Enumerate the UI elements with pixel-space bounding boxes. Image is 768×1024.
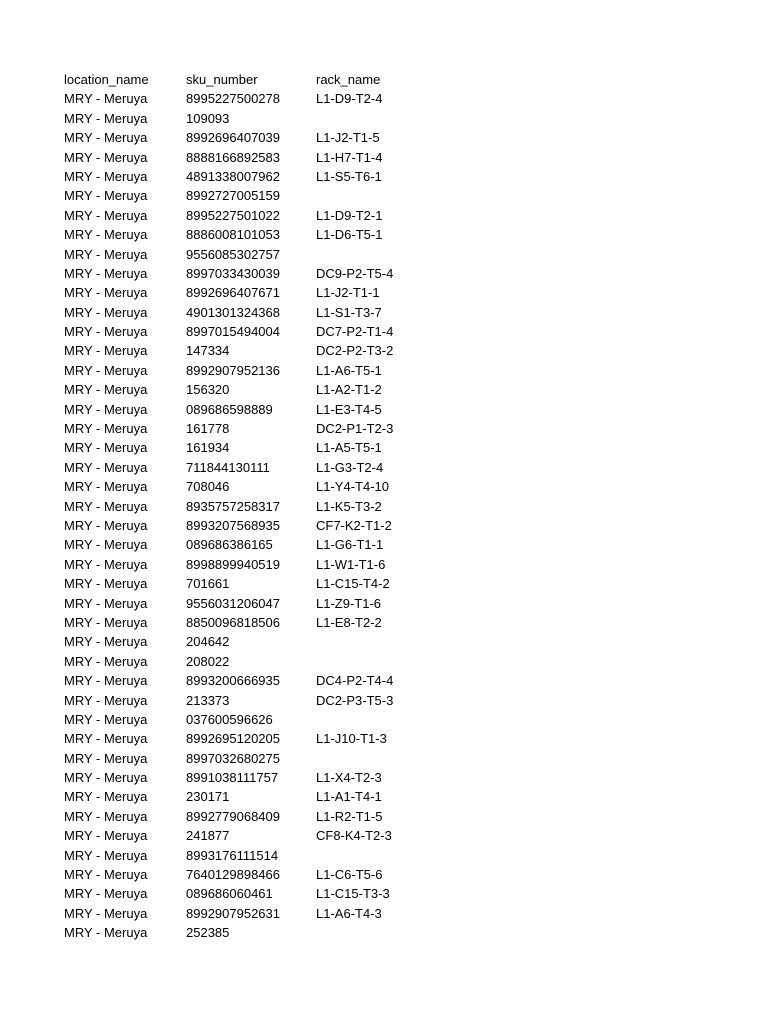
cell-sku-number: 8992696407671 (186, 285, 280, 301)
cell-location-name: MRY - Meruya (64, 285, 148, 301)
cell-rack-name: L1-A1-T4-1 (316, 789, 382, 805)
table-row (64, 846, 436, 865)
cell-rack-name: L1-D9-T2-4 (316, 91, 383, 107)
cell-sku-number: 204642 (186, 634, 230, 650)
cell-location-name: MRY - Meruya (64, 750, 148, 766)
cell-rack-name: L1-J10-T1-3 (316, 731, 387, 747)
cell-rack-name: L1-D6-T5-1 (316, 227, 383, 243)
cell-location-name: MRY - Meruya (64, 401, 148, 417)
table-row (64, 535, 436, 554)
cell-sku-number: 4901301324368 (186, 304, 280, 320)
table-row (64, 671, 436, 690)
cell-location-name: MRY - Meruya (64, 227, 148, 243)
cell-rack-name: L1-H7-T1-4 (316, 149, 383, 165)
cell-location-name: MRY - Meruya (64, 673, 148, 689)
cell-sku-number: 8935757258317 (186, 498, 280, 514)
cell-sku-number: 8993207568935 (186, 517, 280, 533)
cell-rack-name: L1-C15-T3-3 (316, 886, 390, 902)
cell-rack-name: L1-A6-T4-3 (316, 905, 382, 921)
cell-rack-name: L1-A6-T5-1 (316, 362, 382, 378)
cell-location-name: MRY - Meruya (64, 867, 148, 883)
cell-sku-number: 701661 (186, 576, 230, 592)
cell-sku-number: 8992907952136 (186, 362, 280, 378)
cell-rack-name (316, 632, 436, 651)
cell-rack-name (316, 652, 436, 671)
cell-rack-name (316, 923, 436, 942)
table-row (64, 167, 436, 186)
cell-sku-number: 8992727005159 (186, 188, 280, 204)
cell-rack-name: DC2-P1-T2-3 (316, 421, 394, 437)
cell-location-name: MRY - Meruya (64, 421, 148, 437)
cell-sku-number: 8992779068409 (186, 808, 280, 824)
cell-rack-name (316, 109, 436, 128)
cell-sku-number: 8995227501022 (186, 207, 280, 223)
table-row (64, 264, 436, 283)
cell-rack-name: L1-K5-T3-2 (316, 498, 382, 514)
table-row (64, 322, 436, 341)
cell-sku-number: 8998899940519 (186, 556, 280, 572)
cell-sku-number: 8992695120205 (186, 731, 280, 747)
cell-rack-name: L1-S1-T3-7 (316, 304, 382, 320)
cell-rack-name: L1-G3-T2-4 (316, 459, 384, 475)
cell-sku-number: 8991038111757 (186, 770, 279, 786)
table-row (64, 225, 436, 244)
cell-location-name: MRY - Meruya (64, 537, 148, 553)
cell-sku-number: 8997033430039 (186, 265, 280, 281)
header-sku-number: sku_number (186, 72, 258, 87)
cell-sku-number: 9556031206047 (186, 595, 280, 611)
header-rack-name: rack_name (316, 72, 381, 87)
table-row (64, 477, 436, 496)
cell-location-name: MRY - Meruya (64, 498, 148, 514)
table-row (64, 283, 436, 302)
table-row (64, 574, 436, 593)
cell-sku-number: 109093 (186, 110, 230, 126)
table-row (64, 826, 436, 845)
table-row (64, 904, 436, 923)
cell-location-name: MRY - Meruya (64, 440, 148, 456)
cell-location-name: MRY - Meruya (64, 711, 148, 727)
cell-location-name: MRY - Meruya (64, 149, 148, 165)
cell-sku-number: 208022 (186, 653, 230, 669)
cell-rack-name: L1-A5-T5-1 (316, 440, 382, 456)
cell-rack-name (316, 186, 436, 205)
cell-sku-number: 9556085302757 (186, 246, 280, 262)
cell-sku-number: 161778 (186, 421, 230, 437)
cell-rack-name: L1-S5-T6-1 (316, 168, 382, 184)
table-row (64, 303, 436, 322)
cell-location-name: MRY - Meruya (64, 188, 148, 204)
cell-rack-name: L1-C15-T4-2 (316, 576, 390, 592)
cell-location-name: MRY - Meruya (64, 207, 148, 223)
cell-sku-number: 089686060461 (186, 886, 273, 902)
cell-rack-name: L1-Y4-T4-10 (316, 479, 389, 495)
table-row (64, 729, 436, 748)
cell-sku-number: 8992696407039 (186, 130, 280, 146)
cell-location-name: MRY - Meruya (64, 556, 148, 572)
cell-sku-number: 147334 (186, 343, 230, 359)
cell-rack-name: L1-E8-T2-2 (316, 614, 382, 630)
cell-location-name: MRY - Meruya (64, 324, 148, 340)
cell-sku-number: 708046 (186, 479, 230, 495)
table-row (64, 516, 436, 535)
cell-sku-number: 8993200666935 (186, 673, 280, 689)
cell-location-name: MRY - Meruya (64, 614, 148, 630)
cell-location-name: MRY - Meruya (64, 91, 148, 107)
table-row (64, 632, 436, 651)
cell-location-name: MRY - Meruya (64, 653, 148, 669)
table-row (64, 380, 436, 399)
cell-location-name: MRY - Meruya (64, 130, 148, 146)
table-row (64, 341, 436, 360)
table-row (64, 186, 436, 205)
cell-location-name: MRY - Meruya (64, 265, 148, 281)
table-row (64, 89, 436, 108)
cell-rack-name: L1-J2-T1-5 (316, 130, 380, 146)
cell-rack-name: L1-X4-T2-3 (316, 770, 382, 786)
cell-rack-name: CF8-K4-T2-3 (316, 828, 392, 844)
cell-rack-name: L1-R2-T1-5 (316, 808, 383, 824)
cell-rack-name: L1-W1-T1-6 (316, 556, 386, 572)
cell-location-name: MRY - Meruya (64, 634, 148, 650)
table-row (64, 128, 436, 147)
cell-sku-number: 8888166892583 (186, 149, 280, 165)
cell-location-name: MRY - Meruya (64, 789, 148, 805)
cell-location-name: MRY - Meruya (64, 731, 148, 747)
cell-rack-name: L1-D9-T2-1 (316, 207, 383, 223)
cell-rack-name (316, 710, 436, 729)
cell-location-name: MRY - Meruya (64, 576, 148, 592)
cell-location-name: MRY - Meruya (64, 479, 148, 495)
cell-rack-name: L1-G6-T1-1 (316, 537, 384, 553)
table-row (64, 749, 436, 768)
cell-sku-number: 161934 (186, 440, 230, 456)
cell-sku-number: 230171 (186, 789, 230, 805)
cell-sku-number: 7640129898466 (186, 867, 280, 883)
cell-location-name: MRY - Meruya (64, 905, 148, 921)
cell-sku-number: 8997015494004 (186, 324, 280, 340)
table-body (64, 89, 436, 942)
cell-rack-name: L1-C6-T5-6 (316, 867, 383, 883)
cell-rack-name: DC2-P3-T5-3 (316, 692, 394, 708)
cell-location-name: MRY - Meruya (64, 517, 148, 533)
cell-sku-number: 8886008101053 (186, 227, 280, 243)
cell-location-name: MRY - Meruya (64, 847, 148, 863)
table-row (64, 458, 436, 477)
table-row (64, 206, 436, 225)
cell-sku-number: 8993176111514 (186, 847, 279, 863)
table-row (64, 555, 436, 574)
cell-sku-number: 711844130111 (186, 459, 270, 475)
table-row (64, 497, 436, 516)
cell-rack-name: L1-E3-T4-5 (316, 401, 382, 417)
cell-sku-number: 8992907952631 (186, 905, 280, 921)
table-row (64, 109, 436, 128)
cell-location-name: MRY - Meruya (64, 692, 148, 708)
table-row (64, 245, 436, 264)
table-row (64, 594, 436, 613)
cell-sku-number: 156320 (186, 382, 230, 398)
table-row (64, 361, 436, 380)
cell-location-name: MRY - Meruya (64, 382, 148, 398)
table-row (64, 710, 436, 729)
data-table (64, 70, 436, 943)
cell-rack-name: L1-A2-T1-2 (316, 382, 382, 398)
cell-location-name: MRY - Meruya (64, 168, 148, 184)
cell-location-name: MRY - Meruya (64, 304, 148, 320)
table-row (64, 787, 436, 806)
table-row (64, 652, 436, 671)
cell-rack-name (316, 245, 436, 264)
cell-sku-number: 089686598889 (186, 401, 273, 417)
header-location-name: location_name (64, 72, 149, 87)
cell-rack-name: L1-Z9-T1-6 (316, 595, 382, 611)
cell-location-name: MRY - Meruya (64, 828, 148, 844)
cell-location-name: MRY - Meruya (64, 770, 148, 786)
cell-location-name: MRY - Meruya (64, 362, 148, 378)
cell-sku-number: 8995227500278 (186, 91, 280, 107)
cell-rack-name: L1-J2-T1-1 (316, 285, 380, 301)
cell-sku-number: 089686386165 (186, 537, 273, 553)
table-row (64, 807, 436, 826)
cell-sku-number: 213373 (186, 692, 230, 708)
table-row (64, 865, 436, 884)
table-row (64, 419, 436, 438)
cell-location-name: MRY - Meruya (64, 808, 148, 824)
cell-rack-name (316, 749, 436, 768)
cell-rack-name: DC4-P2-T4-4 (316, 673, 394, 689)
cell-location-name: MRY - Meruya (64, 925, 148, 941)
table-row (64, 400, 436, 419)
cell-rack-name (316, 846, 436, 865)
table-row (64, 613, 436, 632)
cell-sku-number: 252385 (186, 925, 230, 941)
table-row (64, 438, 436, 457)
cell-location-name: MRY - Meruya (64, 246, 148, 262)
cell-sku-number: 8997032680275 (186, 750, 280, 766)
cell-rack-name: CF7-K2-T1-2 (316, 517, 392, 533)
table-row (64, 923, 436, 942)
cell-rack-name: DC2-P2-T3-2 (316, 343, 394, 359)
cell-rack-name: DC7-P2-T1-4 (316, 324, 394, 340)
cell-rack-name: DC9-P2-T5-4 (316, 265, 394, 281)
cell-location-name: MRY - Meruya (64, 886, 148, 902)
cell-sku-number: 241877 (186, 828, 230, 844)
table-row (64, 768, 436, 787)
cell-sku-number: 037600596626 (186, 711, 273, 727)
cell-location-name: MRY - Meruya (64, 459, 148, 475)
cell-location-name: MRY - Meruya (64, 595, 148, 611)
table-header-row (64, 70, 436, 89)
cell-sku-number: 4891338007962 (186, 168, 280, 184)
table-row (64, 691, 436, 710)
cell-location-name: MRY - Meruya (64, 343, 148, 359)
table-row (64, 148, 436, 167)
cell-location-name: MRY - Meruya (64, 110, 148, 126)
table-row (64, 884, 436, 903)
cell-sku-number: 8850096818506 (186, 614, 280, 630)
